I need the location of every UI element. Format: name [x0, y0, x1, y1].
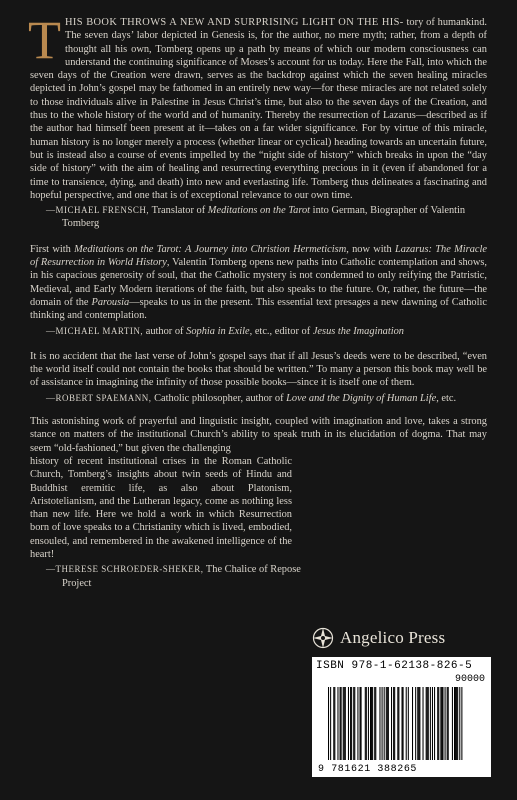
blurb-schroeder-sheker — [30, 415, 487, 590]
barcode-bar — [397, 687, 398, 760]
barcode-bars — [312, 657, 491, 777]
term-italic: Parousia — [91, 296, 130, 308]
barcode-bar — [454, 687, 455, 760]
attribution-martin — [30, 325, 487, 338]
barcode-bar — [412, 687, 413, 760]
barcode-bar — [382, 687, 383, 760]
barcode-bar — [440, 687, 441, 760]
blurb-spaemann-text: It is no accident that the last verse of John’s gospel says that if all Jesus’s deeds were to be described, “even the world itself could not contain the books that should be written.” To many a person this book may well be of assistance in imagining the infinity of those possible books—since it is itself one of them. — [30, 350, 487, 389]
barcode-bar — [457, 687, 458, 760]
author-name: —MICHAEL MARTIN, — [46, 325, 144, 336]
barcode-bar — [337, 687, 338, 760]
barcode-bar — [430, 687, 431, 760]
barcode-bar — [388, 687, 389, 760]
barcode-bar — [461, 687, 462, 760]
barcode-bar — [419, 687, 420, 760]
blurb-text: —speaks to us in the present. This essential text presages a new dawning of Catholic thinking and contemplation. — [30, 296, 487, 322]
barcode-bar — [375, 687, 376, 760]
barcode-bar — [374, 687, 375, 760]
barcode-bar — [394, 687, 395, 760]
barcode-bar — [350, 687, 351, 760]
attribution-text: Translator of — [149, 205, 208, 217]
attribution-text: The Chalice of Repose Project — [62, 564, 301, 589]
barcode-bar — [403, 687, 404, 760]
blurb-schroeder-text-full: This astonishing work of prayerful and linguistic insight, coupled with imagination and love, takes a strong stance on matters of the institutional Church’s ability to speak truth in its elucidation of dogma. That may seem “old-fashioned,” but given the challenging — [30, 416, 487, 454]
barcode-bar — [348, 687, 349, 760]
blurb-frensch-text — [28, 10, 487, 202]
barcode-bar — [384, 687, 385, 760]
barcode-bar — [445, 687, 446, 760]
isbn-text: ISBN 978-1-62138-826-5 — [316, 660, 473, 672]
author-name: —THERESE SCHROEDER-SHEKER, — [46, 564, 204, 575]
attribution-schroeder — [30, 563, 324, 590]
barcode-bar — [418, 687, 419, 760]
barcode-bar — [330, 687, 331, 760]
blurb-schroeder-narrow — [30, 455, 487, 590]
barcode-bar — [365, 687, 366, 760]
blurb-spaemann — [30, 350, 487, 405]
blurb-schroeder-text-narrow: history of recent institutional crises in the Roman Catholic Church, Tomberg’s insights about twin seeds of Hindu and Buddhist eremitic life, as also about Platonism, Aristotelianism, and the Lutheran legacy, come as nothing less than new life. Here we hold a work in which Resurrection born of love speaks to a Christianity which is lived, embodied, ensouled, and remembered in the awakened intelligence of the heart! — [30, 455, 292, 560]
barcode-bar — [340, 687, 341, 760]
book-title: Lazarus: The Miracle of Resurrection in World History — [30, 243, 488, 269]
barcode-bar — [366, 687, 367, 760]
barcode — [312, 657, 491, 777]
author-name: —ROBERT SPAEMANN, — [46, 392, 152, 403]
publisher-name: Angelico Press — [340, 628, 446, 647]
attribution-frensch — [30, 204, 487, 231]
barcode-bar — [417, 687, 418, 760]
barcode-bar — [402, 687, 403, 760]
attribution-text: , etc. — [436, 392, 457, 404]
blurb-body: tory of humankind. The seven days’ labor depicted in Genesis is, for the author, no mere myth; rather, from a depth of thought all his own, Tomberg opens up a path by means of which our modern consciousness can understand the continuing significance of Moses’s account for us today. Here the Fall, into which the seven days of the Creation were drawn, serves as the backdrop against which the seven healing miracles depicted in John’s gospel may be fathomed in an entirely new way—for these miracles are not related solely to those individuals alive in Palestine in Jesus Christ’s time, but also to the seven days of the Creation, and thus to the whole history of the world and of humanity. Thereby the resurrection of Lazarus—described as if the author had himself been present at it—takes on a far wider significance. For by virtue of this miracle, human history is no longer merely a process (whether linear or cyclical) heading towards an uncertain future, but is instead also a course of events impelled by the “night side of history” which breaks in upon the “day side of history” with the aim of healing and resurrecting everything precious in it (even if abandoned for a time to transience, dying, and death) into new and everlasting life. Tomberg thus delineates a fascinating and hopeful perspective, and one that is of exceptional relevance to our own time. — [30, 17, 487, 201]
barcode-bar — [361, 687, 362, 760]
author-name: —MICHAEL FRENSCH, — [46, 205, 150, 216]
barcode-bar — [343, 687, 344, 760]
barcode-bar — [452, 687, 453, 760]
blurb-martin — [30, 243, 487, 338]
barcode-bar — [426, 687, 427, 760]
publisher-logo — [312, 627, 445, 649]
barcode-bar — [423, 687, 424, 760]
attribution-text: author of — [143, 325, 187, 337]
barcode-bar — [398, 687, 399, 760]
attribution-text: , etc., editor of — [249, 325, 313, 337]
book-title: Love and the Dignity of Human Life — [286, 392, 437, 404]
book-title: Meditations on the Tarot: A Journey into Christion Hermeticism — [74, 243, 347, 255]
barcode-bar — [441, 687, 442, 760]
barcode-bar — [391, 687, 392, 760]
barcode-digits: 9 781621 388265 — [318, 764, 418, 775]
barcode-bar — [370, 687, 371, 760]
barcode-bar — [334, 687, 335, 760]
blurb-lead: HIS BOOK THROWS A NEW AND SURPRISING LIGHT ON THE HIS- — [65, 17, 404, 28]
barcode-bar — [354, 687, 355, 760]
barcode-bar — [368, 687, 369, 760]
book-title: Jesus the Imagination — [312, 325, 405, 337]
price-code: 90000 — [454, 674, 485, 685]
barcode-bar — [428, 687, 429, 760]
angelico-compass-rose-icon — [312, 627, 334, 649]
barcode-bar — [415, 687, 416, 760]
barcode-bar — [442, 687, 443, 760]
barcode-bar — [459, 687, 460, 760]
barcode-bar — [427, 687, 428, 760]
barcode-bar — [447, 687, 448, 760]
barcode-bar — [333, 687, 334, 760]
blurb-text: First with — [30, 243, 75, 255]
blurb-martin-text — [30, 243, 487, 323]
barcode-bar — [353, 687, 354, 760]
barcode-bar — [372, 687, 373, 760]
barcode-bar — [351, 687, 352, 760]
blurb-text: , Valentin Tomberg opens new paths into Catholic contemplation and shows, in his capacious generosity of soul, that the Catholic mystery is not condemned to only reifying the Patristic, Medieval, and Early Modern iterations of the faith, but also speaks to the future. Or, rather, the future—the domain of the — [30, 257, 487, 308]
attribution-text: into German, Biographer of Valentin Tomberg — [62, 205, 466, 230]
barcode-bar — [341, 687, 342, 760]
barcode-bar — [406, 687, 407, 760]
attribution-text: Catholic philosopher, author of — [151, 392, 287, 404]
barcode-bar — [455, 687, 456, 760]
book-title: Sophia in Exile — [186, 325, 250, 337]
attribution-spaemann — [30, 392, 487, 405]
barcode-bar — [448, 687, 449, 760]
barcode-bar — [379, 687, 380, 760]
barcode-bar — [357, 687, 358, 760]
barcode-bar — [437, 687, 438, 760]
barcode-bar — [345, 687, 346, 760]
barcode-bar — [438, 687, 439, 760]
barcode-bar — [344, 687, 345, 760]
barcode-bar — [393, 687, 394, 760]
blurb-text: , now with — [346, 243, 396, 255]
barcode-bar — [371, 687, 372, 760]
barcode-bar — [386, 687, 387, 760]
barcode-bar — [434, 687, 435, 760]
drop-cap: T — [28, 10, 61, 70]
barcode-bar — [360, 687, 361, 760]
barcode-bar — [432, 687, 433, 760]
barcode-bar — [408, 687, 409, 760]
book-title: Meditations on the Tarot — [207, 205, 311, 217]
barcode-bar — [456, 687, 457, 760]
blurb-frensch — [28, 10, 487, 231]
barcode-bar — [387, 687, 388, 760]
barcode-bar — [328, 687, 329, 760]
